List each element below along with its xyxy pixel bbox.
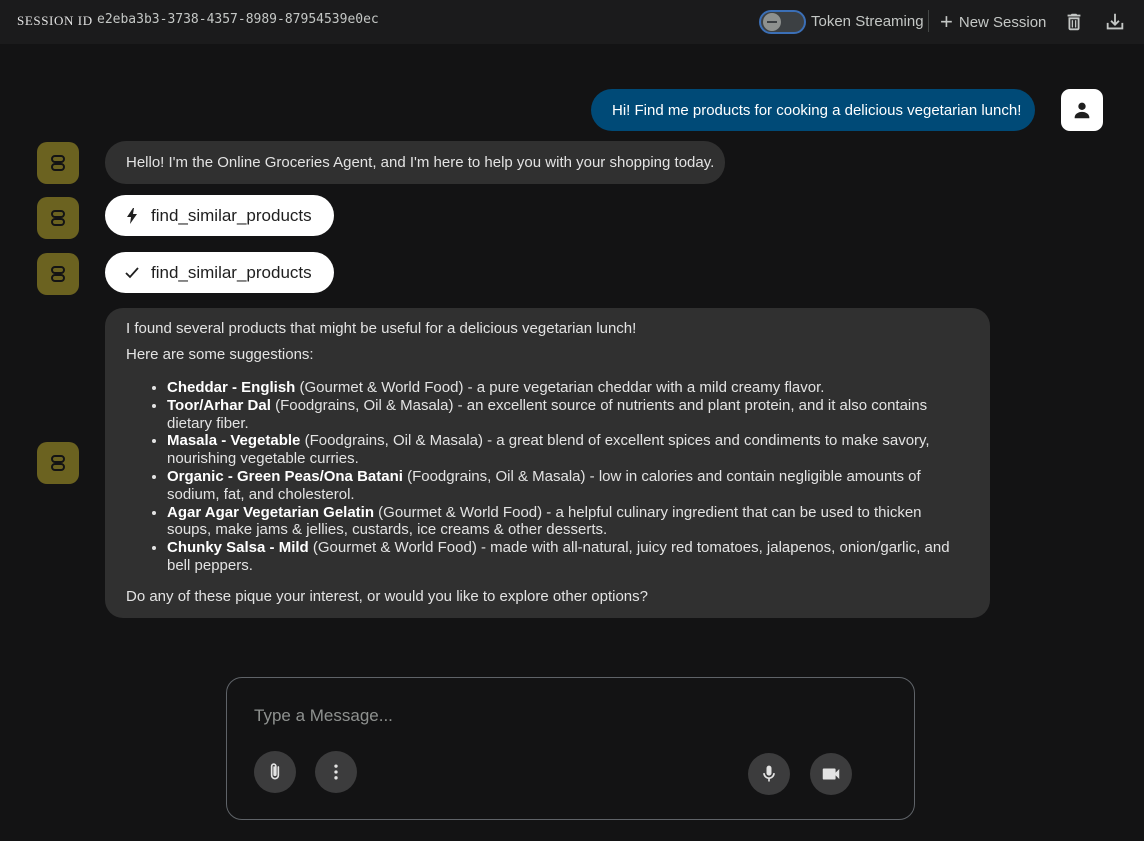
download-icon [1104,11,1126,33]
new-session-button[interactable] [940,11,1046,33]
attach-button[interactable] [254,751,296,793]
robot-icon [48,153,68,173]
product-name: Agar Agar Vegetarian Gelatin [167,503,375,521]
answer-intro: I found several products that might be useful for a delicious vegetarian lunch! [126,320,637,337]
suggestion-item [167,468,968,504]
suggestion-item [167,432,968,468]
tool-call-pill[interactable] [105,195,334,236]
bot-message-bubble [105,141,725,184]
product-description: (Foodgrains, Oil & Masala) - low in calories and contain negligible amounts of sodium, fat, and cholesterol. [167,467,921,503]
new-session-label: New Session [958,13,1047,31]
bot-avatar [37,253,79,295]
bot-avatar [37,197,79,239]
video-button[interactable] [810,753,852,795]
message-input[interactable] [254,704,874,728]
product-description: (Gourmet & World Food) - a helpful culinary ingredient that can be used to thicken soups, make jams & jellies, custards, ice creams & other desserts. [167,503,922,539]
token-streaming-label: Token Streaming [811,13,924,30]
session-id-label: SESSION ID [17,13,93,28]
suggestion-item [167,504,968,540]
answer-closing: Do any of these pique your interest, or would you like to explore other options? [126,587,648,605]
header-divider [928,10,929,32]
top-bar [0,0,1144,44]
bot-avatar [37,442,79,484]
delete-session-button[interactable] [1063,11,1085,33]
person-icon [1071,99,1093,121]
tool-call-name: find_similar_products [151,205,312,225]
bot-message-text: Hello! I'm the Online Groceries Agent, and I'm here to help you with your shopping today. [126,154,715,171]
robot-icon [48,208,68,228]
bot-avatar [37,142,79,184]
bolt-icon [125,208,139,224]
robot-icon [48,264,68,284]
plus-icon: + [940,9,953,34]
answer-lead: Here are some suggestions: [126,346,314,363]
download-button[interactable] [1104,11,1126,33]
tool-result-pill[interactable] [105,252,334,293]
product-name: Toor/Arhar Dal [167,396,271,414]
paperclip-icon [265,762,285,782]
token-streaming-toggle[interactable] [759,10,806,34]
message-composer [226,677,915,820]
product-name: Chunky Salsa - Mild [167,539,309,557]
suggestion-item [167,397,968,433]
microphone-button[interactable] [748,753,790,795]
session-id-value: e2eba3b3-3738-4357-8989-87954539e0ec [97,12,379,27]
product-name: Cheddar - English [167,379,296,396]
user-avatar [1061,89,1103,131]
suggestion-item [167,539,968,575]
product-description: (Gourmet & World Food) - made with all-natural, juicy red tomatoes, jalapenos, onion/garlic, and bell peppers. [167,539,950,574]
more-vert-icon [326,762,346,782]
more-options-button[interactable] [315,751,357,793]
videocam-icon [820,763,842,785]
suggestion-item [167,379,968,397]
user-message-bubble [591,89,1035,131]
user-message-text: Hi! Find me products for cooking a delicious vegetarian lunch! [612,101,1022,119]
robot-icon [48,453,68,473]
product-description: (Gourmet & World Food) - a pure vegetarian cheddar with a mild creamy flavor. [295,379,825,396]
product-name: Masala - Vegetable [167,432,301,450]
suggestion-list [167,379,968,575]
product-description: (Foodgrains, Oil & Masala) - a great blend of excellent spices and condiments to make savory, nourishing vegetable curries. [167,432,930,468]
trash-icon [1063,11,1085,33]
tool-result-name: find_similar_products [151,262,312,282]
product-name: Organic - Green Peas/Ona Batani [167,467,403,485]
check-icon [125,267,139,279]
bot-answer-bubble [105,308,990,618]
mic-icon [759,764,779,784]
product-description: (Foodgrains, Oil & Masala) - an excellent source of nutrients and plant protein, and it also contains dietary fiber. [167,396,928,432]
toggle-knob [763,13,781,31]
